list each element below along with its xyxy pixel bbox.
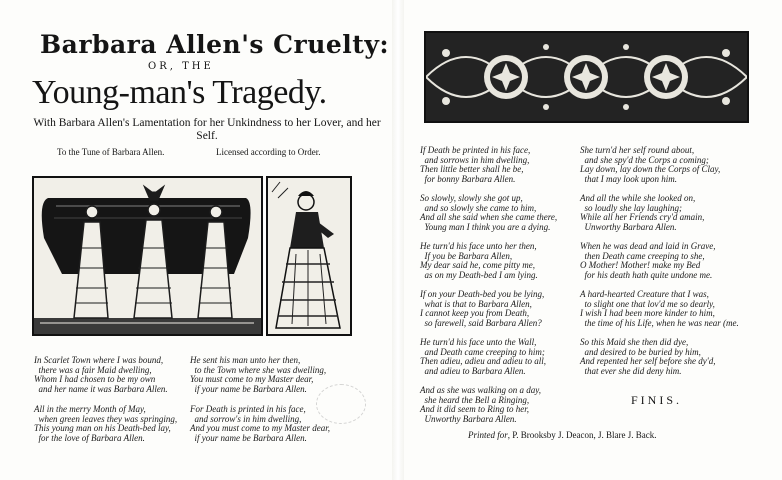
verse-12: And all the while she looked on, so loudly she lay laughing; While all her Friends cry'd amain, Unworthy Barbara Allen. — [580, 193, 705, 232]
funeral-woodcut-illustration — [34, 178, 261, 334]
woodcut-barbara-allen — [266, 176, 352, 336]
verse-5: If Death be printed in his face, and sorrows in him dwelling, Then little better shall he be, for bonny Barbara Allen. — [420, 145, 531, 184]
verse-3: He sent his man unto her then, to the Town where she was dwelling, You must come to my Master dear, if your name be Barbara Allen. — [190, 355, 327, 394]
floral-ornament-icon — [426, 33, 747, 121]
woodcut-funeral-procession — [32, 176, 263, 336]
imprint-printers: , P. Brooksby J. Deacon, J. Blare J. Back. — [507, 430, 657, 440]
verse-10: And as she was walking on a day, she heard the Bell a Ringing, And it did seem to Ring to her, Unworthy Barbara Allen. — [420, 385, 541, 424]
verse-14: A hard-hearted Creature that I was, to slight one that lov'd me so dearly, I wish I had been more kinder to him, the time of his Life, when he was near (me. — [580, 289, 739, 328]
library-stamp — [316, 384, 366, 424]
title-connector: OR, THE — [148, 61, 214, 72]
verse-15: So this Maid she then did dye, and desired to be buried by him, And repented her self before she dy'd, that ever she did deny him. — [580, 337, 716, 376]
lady-woodcut-illustration — [268, 178, 350, 334]
verse-4: For Death is printed in his face, and sorrow's in him dwelling, And you must come to my Master dear, if your name be Barbara Allen. — [190, 404, 330, 443]
tune-line: To the Tune of Barbara Allen. — [57, 147, 165, 157]
page-gutter — [392, 0, 404, 480]
imprint-lead: Printed for — [468, 430, 508, 440]
verse-13: When he was dead and laid in Grave, then Death came creeping to she, O Mother! Mother! make my Bed for his death hath quite undone me. — [580, 241, 716, 280]
right-page — [404, 0, 782, 480]
verse-1: In Scarlet Town where I was bound, there was a fair Maid dwelling, Whom I had chosen to be my own and her name it was Barbara Allen. — [34, 355, 168, 394]
printer-imprint — [468, 430, 656, 440]
ballad-title: Barbara Allen's Cruelty: — [40, 30, 390, 59]
verse-8: If on your Death-bed you be lying, what is that to Barbara Allen, I cannot keep you from Death, so farewell, said Barbara Allen? — [420, 289, 545, 328]
ballad-subtitle: With Barbara Allen's Lamentation for her Unkindness to her Lover, and her Self. — [33, 117, 381, 142]
ornamental-border — [424, 31, 749, 123]
finis-mark: FINIS. — [631, 393, 683, 407]
verse-11: She turn'd her self round about, and she spy'd the Corps a coming; Lay down, lay down the Corps of Clay, that I may look upon him. — [580, 145, 721, 184]
verse-6: So slowly, slowly she got up, and so slowly she came to him, And all she said when she came there, Young man I think you are a dying. — [420, 193, 558, 232]
ballad-alt-title: Young-man's Tragedy. — [32, 74, 327, 111]
license-line: Licensed according to Order. — [216, 147, 321, 157]
verse-2: All in the merry Month of May, when green leaves they was springing, This young man on his Death-bed lay, for the love of Barbara Allen. — [34, 404, 178, 443]
verse-7: He turn'd his face unto her then, If you be Barbara Allen, My dear said he, come pitty me, as on my Death-bed I am lying. — [420, 241, 538, 280]
verse-9: He turn'd his face unto the Wall, and Death came creeping to him; Then adieu, adieu and adieu to all, and adieu to Barbara Allen. — [420, 337, 546, 376]
